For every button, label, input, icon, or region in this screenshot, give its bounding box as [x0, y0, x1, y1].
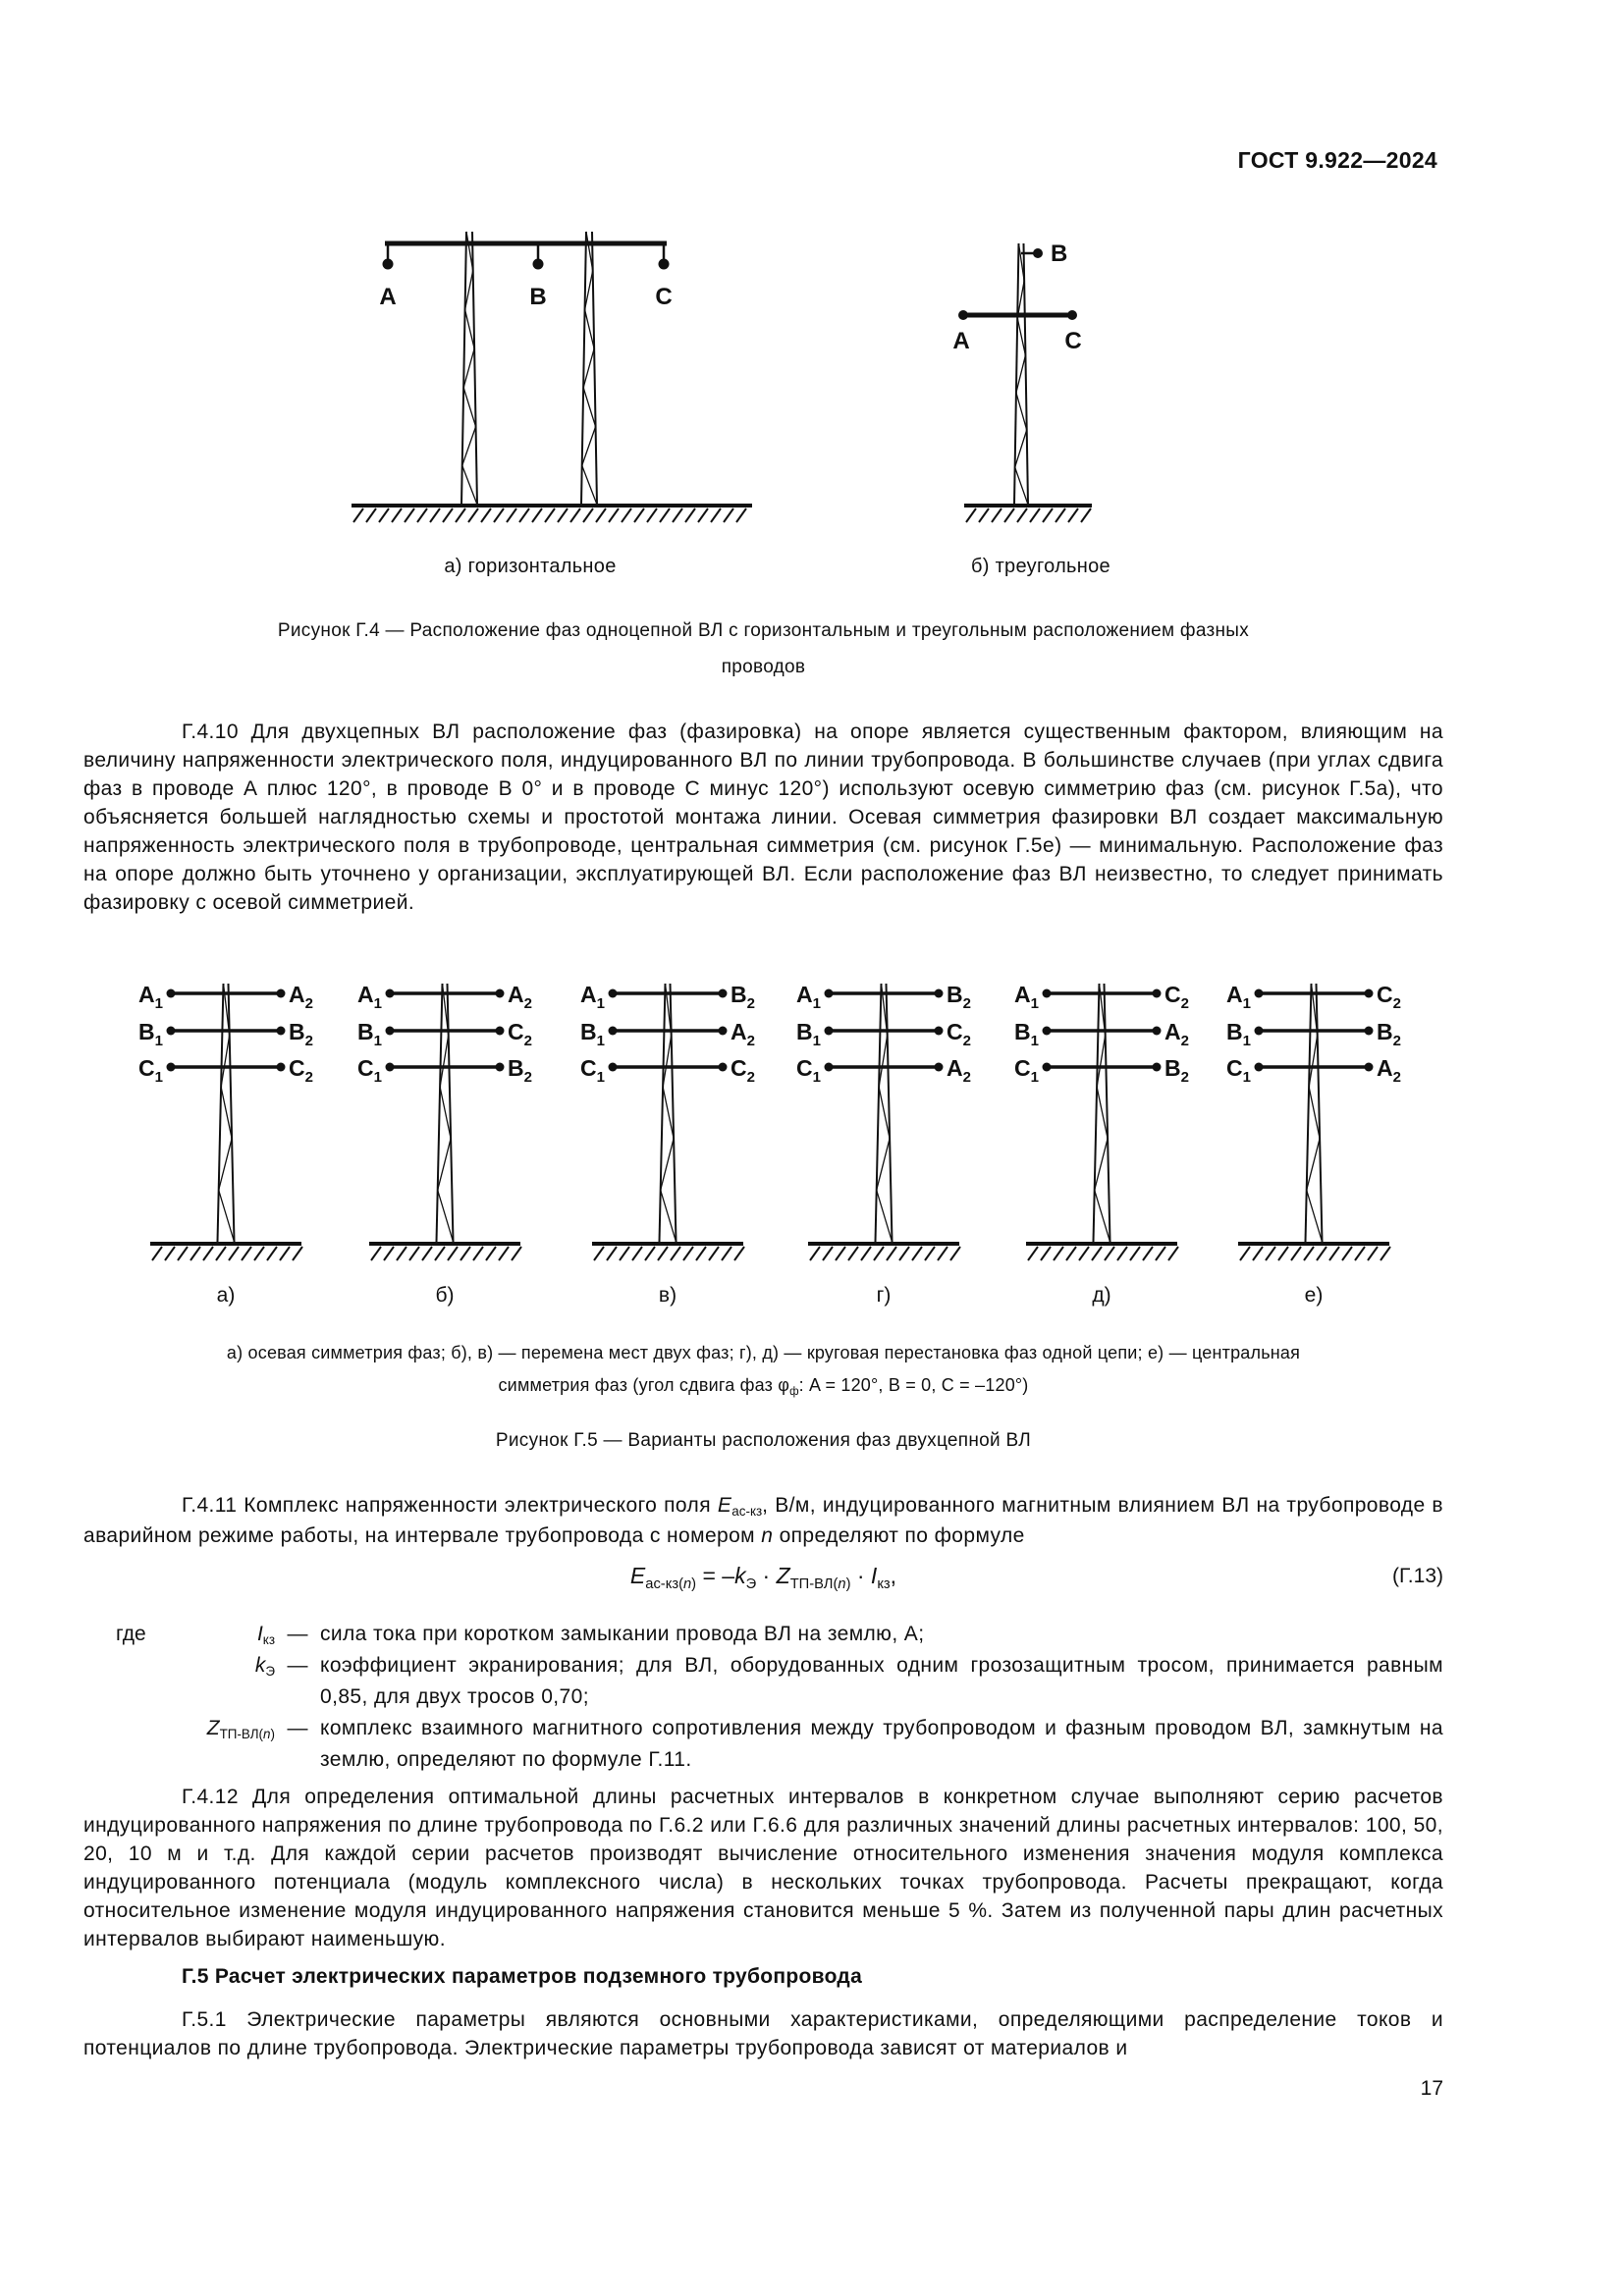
wire-point-dot [1153, 989, 1162, 998]
g5-tower-tag: в) [658, 1284, 677, 1307]
figure-g4-diagram [295, 224, 1178, 530]
g5-tower-tag: д) [1092, 1284, 1111, 1307]
diagram-line [966, 508, 976, 522]
diagram-line [486, 1247, 496, 1260]
diagram-line [371, 1247, 381, 1260]
diagram-line [507, 508, 516, 522]
g5-phase-right-C2: $C_2$ [289, 1055, 313, 1086]
diagram-line [460, 1247, 470, 1260]
wire-point-dot [1365, 1027, 1374, 1036]
heading-g5: Г.5 Расчет электрических параметров подземного трубопровода [182, 1965, 863, 1988]
diagram-line [1253, 1247, 1263, 1260]
diagram-line [950, 1247, 960, 1260]
diagram-line [848, 1247, 858, 1260]
g5-phase-right-A2: $A_2$ [508, 982, 532, 1012]
diagram-line [558, 508, 568, 522]
g5-tower-5 [1014, 982, 1189, 1307]
g5-phase-left-A1: $A_1$ [357, 982, 382, 1012]
diagram-line [397, 1247, 406, 1260]
g5-phase-right-B2: $B_2$ [1164, 1055, 1189, 1086]
definition-row-ztpvl [83, 1713, 1443, 1776]
g4-phase-left: A [952, 328, 970, 354]
diagram-line [645, 1247, 655, 1260]
definition-text: коэффициент экранирования; для ВЛ, оборудованных одним грозозащитным тросом, принимается равным 0,85, для двух тросов 0,70; [320, 1654, 1443, 1708]
diagram-line [992, 508, 1001, 522]
diagram-line [836, 1247, 845, 1260]
definition-row-ke [83, 1650, 1443, 1713]
diagram-line [1368, 1247, 1378, 1260]
diagram-line [1068, 508, 1078, 522]
ground-line [1238, 1244, 1390, 1260]
ground-line [352, 506, 752, 522]
diagram-line [366, 508, 376, 522]
g5-phase-left-C1: $C_1$ [1226, 1055, 1251, 1086]
wire-point-dot [386, 1063, 395, 1072]
wire-point-dot [496, 1027, 505, 1036]
wire-point-dot [277, 1027, 286, 1036]
diagram-line [216, 1247, 226, 1260]
diagram-line [1329, 1247, 1339, 1260]
wire-point-dot [935, 1027, 944, 1036]
ground-line [592, 1244, 744, 1260]
diagram-line [1240, 1247, 1250, 1260]
g5-phase-left-B1: $B_1$ [357, 1019, 382, 1049]
diagram-line [722, 1247, 731, 1260]
lattice-mast [1094, 984, 1110, 1242]
figure-g4-caption [83, 613, 1443, 685]
diagram-line [1004, 508, 1014, 522]
g4-phase-B: B [529, 284, 547, 310]
g5-phase-right-C2: $C_2$ [1377, 982, 1401, 1012]
lattice-mast [437, 984, 454, 1242]
formula-expression: $E_{ас-кз(n)} = -k_Э \cdot Z_{ТП-ВЛ(n)} \cdot I_{кз}$, [629, 1563, 897, 1592]
diagram-line [409, 1247, 419, 1260]
wire-point-dot [1067, 310, 1077, 320]
diagram-line [1030, 508, 1040, 522]
figure-g5-note-line2: симметрия фаз (угол сдвига фаз $\varphi_ф$: A = 120°, B = 0, C = –120°) [498, 1375, 1029, 1398]
diagram-line [673, 508, 682, 522]
diagram-line [899, 1247, 909, 1260]
diagram-line [1043, 508, 1053, 522]
diagram-line [887, 984, 893, 1242]
figure-g4-caption-line1: Рисунок Г.4 — Расположение фаз одноцепной ВЛ с горизонтальным и треугольным расположением фазных [277, 620, 1250, 641]
wire-point-dot [386, 989, 395, 998]
formula-number: (Г.13) [1392, 1565, 1443, 1587]
diagram-line [1342, 1247, 1352, 1260]
diagram-line [1355, 1247, 1365, 1260]
g5-phase-left-C1: $C_1$ [357, 1055, 382, 1086]
g5-phase-right-C2: $C_2$ [1164, 982, 1189, 1012]
paragraph-g4-11: Г.4.11 Комплекс напряженности электрического поля $E_{ас-кз}$, В/м, индуцированного магнитным влиянием ВЛ на трубопроводе в аварийном режиме работы, на интервале трубопровода с номером n определяют по формуле [83, 1494, 1443, 1547]
diagram-line [607, 1247, 617, 1260]
wire-point-dot [1255, 1027, 1264, 1036]
wire-point-dot [935, 989, 944, 998]
wire-point-dot [167, 1027, 176, 1036]
diagram-line [609, 508, 619, 522]
diagram-line [448, 984, 454, 1242]
diagram-line [519, 508, 529, 522]
g5-phase-left-B1: $B_1$ [580, 1019, 605, 1049]
paragraph-g5-1: Г.5.1 Электрические параметры являются основными характеристиками, определяющими распределение токов и потенциалов по длине трубопровода. Электрические параметры трубопровода зависят от материалов и [83, 2008, 1443, 2059]
definition-dash: — [287, 1654, 308, 1677]
diagram-line [1079, 1247, 1089, 1260]
diagram-line [242, 1247, 251, 1260]
wire-point-dot [533, 259, 544, 270]
ground-line [1026, 1244, 1178, 1260]
definition-term: $I_{кз}$ [256, 1623, 275, 1648]
diagram-line [178, 1247, 188, 1260]
diagram-line [724, 508, 733, 522]
figure-g4-sublabel-b: б) треугольное [971, 556, 1110, 577]
figure-g4-sublabel-a: а) горизонтальное [444, 556, 617, 577]
definition-row-ikz [83, 1619, 1443, 1650]
figure-g4-caption-line2: проводов [721, 657, 806, 677]
diagram-line [1317, 1247, 1326, 1260]
formula-g13-row [83, 1563, 1443, 1592]
g5-phase-left-C1: $C_1$ [796, 1055, 821, 1086]
diagram-line [620, 1247, 629, 1260]
diagram-line [1105, 984, 1110, 1242]
diagram-line [1117, 1247, 1127, 1260]
diagram-line [1278, 1247, 1288, 1260]
g5-phase-right-C2: $C_2$ [731, 1055, 755, 1086]
document-header: ГОСТ 9.922—2024 [1237, 147, 1437, 173]
wire-point-dot [1255, 1063, 1264, 1072]
wire-point-dot [277, 989, 286, 998]
lattice-mast [581, 232, 597, 505]
figure-g5-caption: Рисунок Г.5 — Варианты расположения фаз двухцепной ВЛ [495, 1430, 1032, 1451]
g5-tower-2 [357, 982, 532, 1307]
diagram-line [874, 1247, 884, 1260]
g5-tower-tag: б) [435, 1284, 455, 1307]
g5-phase-right-A2: $A_2$ [947, 1055, 971, 1086]
diagram-line [634, 508, 644, 522]
diagram-line [267, 1247, 277, 1260]
diagram-line [1266, 1247, 1275, 1260]
wire-point-dot [1365, 989, 1374, 998]
diagram-line [405, 508, 414, 522]
diagram-line [1291, 1247, 1301, 1260]
wire-point-dot [277, 1063, 286, 1072]
diagram-line [280, 1247, 290, 1260]
diagram-line [417, 508, 427, 522]
g5-phase-left-C1: $C_1$ [580, 1055, 605, 1086]
diagram-line [594, 1247, 604, 1260]
diagram-line [430, 508, 440, 522]
wire-point-dot [719, 1027, 728, 1036]
wire-point-dot [496, 989, 505, 998]
definition-dash: — [287, 1717, 308, 1739]
diagram-line [499, 1247, 509, 1260]
g5-phase-right-A2: $A_2$ [289, 982, 313, 1012]
g5-phase-right-C2: $C_2$ [508, 1019, 532, 1049]
diagram-line [448, 1247, 458, 1260]
diagram-line [165, 1247, 175, 1260]
diagram-line [422, 1247, 432, 1260]
g4-triangular-tower [952, 240, 1092, 522]
g5-tower-tag: а) [216, 1284, 236, 1307]
diagram-line [698, 508, 708, 522]
g4-phase-right: C [1064, 328, 1082, 354]
diagram-line [353, 508, 363, 522]
page-number: 17 [1420, 2077, 1443, 2100]
diagram-line [938, 1247, 947, 1260]
diagram-line [1017, 508, 1027, 522]
lattice-mast [876, 984, 893, 1242]
diagram-line [1092, 1247, 1102, 1260]
diagram-line [1317, 984, 1323, 1242]
lattice-mast [1306, 984, 1323, 1242]
diagram-line [810, 1247, 820, 1260]
g5-phase-right-A2: $A_2$ [1377, 1055, 1401, 1086]
diagram-line [392, 508, 402, 522]
lattice-mast [218, 984, 235, 1242]
g5-phase-left-C1: $C_1$ [138, 1055, 163, 1086]
diagram-line [736, 508, 746, 522]
g5-tower-4 [796, 982, 971, 1307]
diagram-line [683, 1247, 693, 1260]
diagram-line [1056, 508, 1065, 522]
lattice-mast [1014, 243, 1028, 505]
g5-tower-1 [138, 982, 313, 1307]
g5-phase-left-B1: $B_1$ [1014, 1019, 1039, 1049]
diagram-line [435, 1247, 445, 1260]
definition-term: $k_Э$ [254, 1654, 275, 1680]
g5-phase-right-B2: $B_2$ [947, 982, 971, 1012]
g5-phase-left-B1: $B_1$ [796, 1019, 821, 1049]
diagram-line [979, 508, 989, 522]
figure-g5-diagram [83, 970, 1443, 1313]
g5-phase-right-B2: $B_2$ [508, 1055, 532, 1086]
wire-point-dot [609, 1027, 618, 1036]
diagram-line [229, 984, 235, 1242]
g5-phase-right-B2: $B_2$ [1377, 1019, 1401, 1049]
g5-phase-left-A1: $A_1$ [1014, 982, 1039, 1012]
diagram-line [456, 508, 465, 522]
diagram-line [1054, 1247, 1063, 1260]
diagram-line [622, 508, 631, 522]
wire-point-dot [719, 1063, 728, 1072]
diagram-line [596, 508, 606, 522]
diagram-line [1143, 1247, 1153, 1260]
diagram-line [481, 508, 491, 522]
diagram-line [494, 508, 504, 522]
diagram-line [660, 508, 670, 522]
wire-point-dot [659, 259, 670, 270]
wire-point-dot [1153, 1027, 1162, 1036]
g5-phase-left-A1: $A_1$ [796, 982, 821, 1012]
g5-phase-right-A2: $A_2$ [1164, 1019, 1189, 1049]
diagram-line [1380, 1247, 1390, 1260]
definition-text: комплекс взаимного магнитного сопротивления между трубопроводом и фазным проводом ВЛ, замкнутым на землю, определяют по формуле Г.11. [320, 1717, 1443, 1771]
wire-point-dot [825, 989, 834, 998]
diagram-line [570, 508, 580, 522]
diagram-line [443, 508, 453, 522]
wire-point-dot [935, 1063, 944, 1072]
diagram-line [190, 1247, 200, 1260]
g4-phase-C: C [655, 284, 673, 310]
lattice-mast [461, 232, 477, 505]
g5-phase-right-B2: $B_2$ [731, 982, 755, 1012]
definition-term: $Z_{ТП-ВЛ(n)}$ [206, 1717, 275, 1742]
diagram-line [671, 984, 677, 1242]
diagram-line [203, 1247, 213, 1260]
where-label: где [116, 1623, 146, 1645]
wire-point-dot [1033, 248, 1043, 258]
g5-phase-right-A2: $A_2$ [731, 1019, 755, 1049]
g4-phase-A: A [379, 284, 397, 310]
g4-horizontal-tower [352, 232, 752, 522]
diagram-line [532, 508, 542, 522]
diagram-line [512, 1247, 521, 1260]
g5-phase-left-A1: $A_1$ [580, 982, 605, 1012]
diagram-line [912, 1247, 922, 1260]
g5-phase-left-B1: $B_1$ [138, 1019, 163, 1049]
diagram-line [696, 1247, 706, 1260]
diagram-line [468, 508, 478, 522]
diagram-line [379, 508, 389, 522]
g5-tower-3 [580, 982, 755, 1307]
diagram-line [1156, 1247, 1165, 1260]
wire-point-dot [1153, 1063, 1162, 1072]
diagram-line [925, 1247, 935, 1260]
wire-point-dot [825, 1063, 834, 1072]
diagram-line [254, 1247, 264, 1260]
ground-line [150, 1244, 302, 1260]
diagram-line [384, 1247, 394, 1260]
diagram-line [545, 508, 555, 522]
diagram-line [671, 1247, 680, 1260]
diagram-line [229, 1247, 239, 1260]
diagram-line [658, 1247, 668, 1260]
wire-point-dot [167, 989, 176, 998]
diagram-line [473, 1247, 483, 1260]
paragraph-g4-10: Г.4.10 Для двухцепных ВЛ расположение фаз (фазировка) на опоре является существенным фактором, влияющим на величину напряженности электрического поля, индуцированного ВЛ по линии трубопровода. В большинстве случаев (при углах сдвига фаз в проводе А плюс 120°, в проводе В 0° и в проводе С минус 120°) используют осевую симметрию фаз (см. рисунок Г.5а), что объясняется большей наглядностью схемы и простотой монтажа линии. Осевая симметрия фазировки ВЛ создает максимальную напряженность электрического поля в трубопроводе, центральная симметрия (см. рисунок Г.5е) — минимальную. Расположение фаз на опоре должно быть уточнено у организации, эксплуатирующей ВЛ. Если расположение фаз ВЛ неизвестно, то следует принимать фазировку с осевой симметрией. [83, 721, 1443, 914]
wire-point-dot [1043, 1063, 1052, 1072]
wire-point-dot [609, 989, 618, 998]
wire-point-dot [1365, 1063, 1374, 1072]
g5-tower-6 [1226, 982, 1401, 1307]
wire-point-dot [383, 259, 394, 270]
g5-phase-left-C1: $C_1$ [1014, 1055, 1039, 1086]
definition-dash: — [287, 1623, 308, 1645]
g5-phase-left-A1: $A_1$ [1226, 982, 1251, 1012]
diagram-line [632, 1247, 642, 1260]
wire-point-dot [609, 1063, 618, 1072]
figure-g5-note-line1: а) осевая симметрия фаз; б), в) — перемена мест двух фаз; г), д) — круговая перестановка фаз одной цепи; е) — центральная [226, 1343, 1301, 1362]
diagram-line [1168, 1247, 1178, 1260]
g5-tower-tag: г) [876, 1284, 892, 1307]
paragraph-g4-12: Г.4.12 Для определения оптимальной длины расчетных интервалов в конкретном случае выполняют серию расчетов индуцированного напряжения по длине трубопровода по Г.6.2 или Г.6.6 для различных значений длины расчетных интервалов: 100, 50, 20, 10 м и т.д. Для каждой серии расчетов производят вычисление относительного изменения значения модуля комплекса индуцированного потенциала (модуль комплексного числа) в нескольких точках трубопровода. Расчеты прекращают, когда относительное изменение модуля индуцированного напряжения становится меньше 5 %. Затем из полученной пары длин расчетных интервалов выбирают наименьшую. [83, 1786, 1443, 1950]
wire-point-dot [825, 1027, 834, 1036]
wire-point-dot [719, 989, 728, 998]
diagram-line [709, 1247, 719, 1260]
diagram-line [711, 508, 721, 522]
wire-point-dot [167, 1063, 176, 1072]
diagram-line [685, 508, 695, 522]
diagram-line [734, 1247, 744, 1260]
wire-point-dot [496, 1063, 505, 1072]
diagram-line [293, 1247, 302, 1260]
wire-point-dot [1043, 1027, 1052, 1036]
where-block [83, 1619, 1443, 1776]
diagram-line [1304, 1247, 1314, 1260]
diagram-line [861, 1247, 871, 1260]
wire-point-dot [958, 310, 968, 320]
ground-line [964, 506, 1092, 522]
diagram-line [1028, 1247, 1038, 1260]
g4-phase-top: B [1051, 240, 1068, 267]
diagram-line [647, 508, 657, 522]
diagram-line [1066, 1247, 1076, 1260]
diagram-line [1041, 1247, 1051, 1260]
ground-line [808, 1244, 960, 1260]
diagram-line [583, 508, 593, 522]
diagram-line [823, 1247, 833, 1260]
g5-phase-right-B2: $B_2$ [289, 1019, 313, 1049]
wire-point-dot [1255, 989, 1264, 998]
ground-line [369, 1244, 521, 1260]
diagram-line [1130, 1247, 1140, 1260]
g5-phase-right-C2: $C_2$ [947, 1019, 971, 1049]
g5-phase-left-A1: $A_1$ [138, 982, 163, 1012]
lattice-mast [660, 984, 677, 1242]
g5-tower-tag: е) [1304, 1284, 1324, 1307]
diagram-line [1105, 1247, 1114, 1260]
definition-text: сила тока при коротком замыкании провода ВЛ на землю, А; [320, 1623, 925, 1645]
diagram-line [152, 1247, 162, 1260]
wire-point-dot [1043, 989, 1052, 998]
diagram-line [1081, 508, 1091, 522]
diagram-line [887, 1247, 896, 1260]
wire-point-dot [386, 1027, 395, 1036]
g5-phase-left-B1: $B_1$ [1226, 1019, 1251, 1049]
